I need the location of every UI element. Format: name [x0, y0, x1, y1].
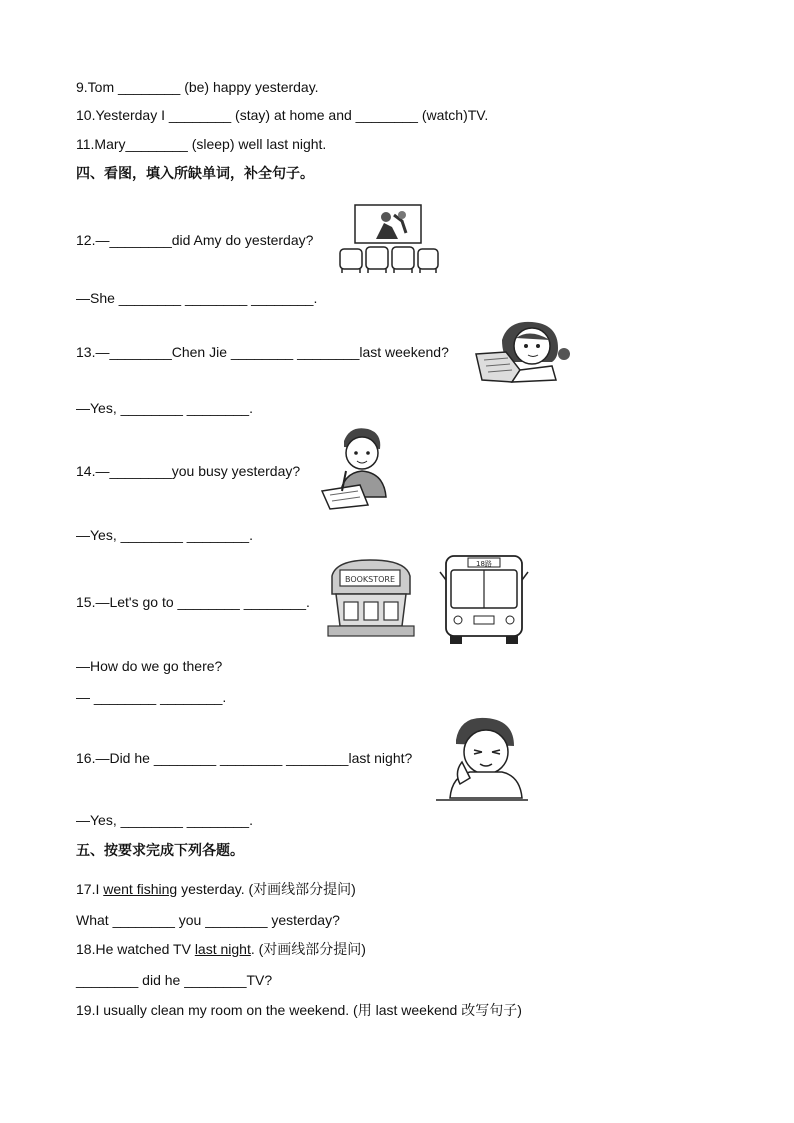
bus-sign: 18路: [476, 560, 492, 568]
question-17: 17.I went fishing yesterday. (对画线部分提问): [76, 881, 356, 897]
question-18: 18.He watched TV last night. (对画线部分提问): [76, 941, 366, 957]
question-9: 9.Tom ________ (be) happy yesterday.: [76, 79, 319, 95]
underlined-phrase: went fishing: [103, 881, 178, 897]
sleepy-boy-picture: [436, 712, 528, 802]
question-11: 11.Mary________ (sleep) well last night.: [76, 136, 327, 152]
answer-13: —Yes, ________ ________.: [76, 400, 253, 416]
answer-15: — ________ ________.: [76, 689, 227, 705]
question-15: 15.—Let's go to ________ ________.: [76, 594, 310, 610]
bookstore-sign: BOOKSTORE: [344, 575, 396, 584]
answer-18: ________ did he ________TV?: [76, 972, 273, 988]
question-16: 16.—Did he ________ ________ ________last night?: [76, 750, 413, 766]
answer-16: —Yes, ________ ________.: [76, 812, 253, 828]
bus-picture: [438, 552, 530, 646]
section-4-heading: 四、看图，填入所缺单词，补全句子。: [76, 166, 314, 182]
answer-12: —She ________ ________ ________.: [76, 290, 318, 306]
girl-reading-picture: [472, 318, 574, 386]
question-14: 14.—________you busy yesterday?: [76, 463, 301, 479]
question-19: 19.I usually clean my room on the weekend. (用 last weekend 改写句子): [76, 1002, 522, 1018]
question-15-followup: —How do we go there?: [76, 658, 223, 674]
boy-writing-picture: [320, 425, 392, 511]
answer-17: What ________ you ________ yesterday?: [76, 912, 340, 928]
question-12: 12.—________did Amy do yesterday?: [76, 232, 314, 248]
answer-14: —Yes, ________ ________.: [76, 527, 253, 543]
bookstore-picture: [326, 556, 416, 640]
question-10: 10.Yesterday I ________ (stay) at home and ________ (watch)TV.: [76, 107, 489, 123]
cinema-picture: [336, 203, 442, 275]
section-5-heading: 五、按要求完成下列各题。: [76, 843, 244, 859]
question-13: 13.—________Chen Jie ________ ________last weekend?: [76, 344, 449, 360]
underlined-phrase: last night: [194, 941, 251, 957]
